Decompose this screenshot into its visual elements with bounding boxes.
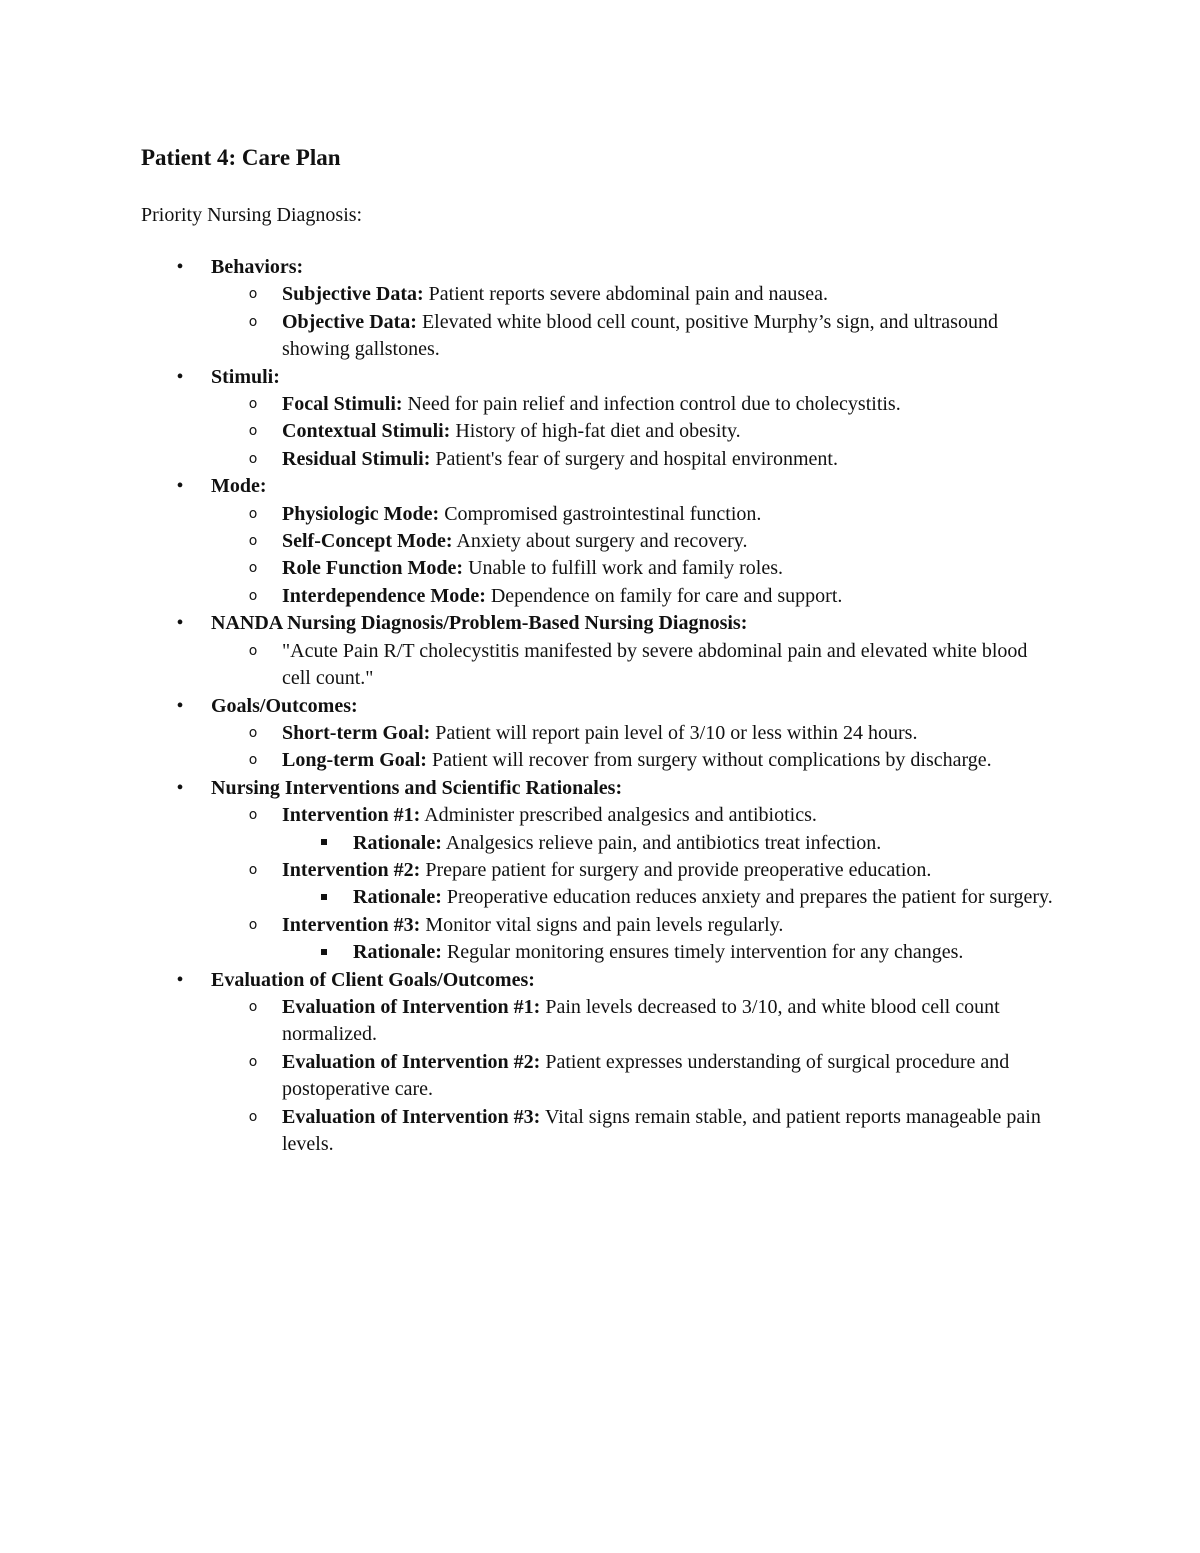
list-item-stimuli — [141, 364, 1061, 474]
item-text: Analgesics relieve pain, and antibiotics treat infection. — [441, 831, 882, 854]
item-heading: Behaviors: — [211, 256, 304, 278]
circle-bullet-icon: o — [248, 396, 258, 413]
square-bullet-icon — [318, 830, 330, 857]
item-label: Rationale: — [353, 941, 442, 964]
circle-bullet-icon: o — [248, 533, 258, 550]
item-label: Evaluation of Intervention #1: — [282, 995, 541, 1018]
item-label: Contextual Stimuli: — [282, 420, 451, 443]
item-label: Intervention #2: — [282, 858, 421, 881]
list-item-goals — [141, 693, 1061, 775]
sublist — [248, 994, 1061, 1158]
circle-bullet-icon: o — [248, 560, 258, 577]
circle-bullet-icon: o — [248, 752, 258, 769]
item-heading: Mode: — [211, 475, 267, 498]
item-text: Dependence on family for care and support. — [485, 584, 843, 607]
list-item-residual-stimuli — [211, 446, 1061, 473]
list-item-nanda-statement — [211, 638, 1061, 693]
item-text: History of high-fat diet and obesity. — [450, 420, 741, 443]
item-label: Long-term Goal: — [282, 749, 427, 772]
item-text: Prepare patient for surgery and provide preoperative education. — [420, 858, 932, 881]
item-heading: Goals/Outcomes: — [211, 694, 358, 717]
item-label: Physiologic Mode: — [282, 502, 440, 525]
sublist — [248, 281, 1061, 363]
bullet-icon: • — [176, 365, 184, 388]
item-heading: Stimuli: — [211, 365, 280, 388]
item-text: Regular monitoring ensures timely intervention for any changes. — [441, 941, 964, 964]
list-item-self-concept-mode — [211, 528, 1061, 555]
item-text: Patient will recover from surgery without complications by discharge. — [426, 749, 992, 772]
item-heading: NANDA Nursing Diagnosis/Problem-Based Nursing Diagnosis: — [211, 612, 748, 635]
circle-bullet-icon: o — [248, 587, 258, 604]
item-label: Intervention #1: — [282, 804, 421, 827]
item-text: Pain levels decreased to 3/10, and white blood cell count normalized. — [282, 995, 1000, 1046]
item-text: Patient will report pain level of 3/10 or less within 24 hours. — [430, 721, 918, 744]
item-text: Anxiety about surgery and recovery. — [452, 530, 748, 553]
item-label: Evaluation of Intervention #3: — [282, 1105, 541, 1128]
item-text: Patient expresses understanding of surgical procedure and postoperative care. — [282, 1050, 1010, 1101]
circle-bullet-icon: o — [248, 998, 258, 1015]
item-label: Interdependence Mode: — [282, 584, 486, 607]
list-item-intervention-2 — [211, 857, 1061, 912]
item-label: Intervention #3: — [282, 913, 421, 936]
sublist — [353, 884, 1061, 911]
item-label: Rationale: — [353, 831, 442, 854]
bullet-icon: • — [176, 612, 184, 635]
item-text: Monitor vital signs and pain levels regularly. — [420, 913, 784, 936]
item-label: Role Function Mode: — [282, 557, 464, 580]
sublist — [248, 391, 1061, 473]
list-item-interventions — [141, 775, 1061, 967]
list-item-long-term-goal — [211, 747, 1061, 774]
square-bullet-icon — [318, 939, 330, 966]
list-item-mode — [141, 473, 1061, 610]
list-item-behaviors — [141, 254, 1061, 364]
care-plan-list — [141, 254, 1061, 1158]
item-text: Patient's fear of surgery and hospital environment. — [430, 447, 838, 470]
item-heading: Nursing Interventions and Scientific Rationales: — [211, 776, 623, 799]
list-item-rationale-2 — [282, 884, 1061, 911]
list-item-interdependence-mode — [211, 583, 1061, 610]
circle-bullet-icon: o — [248, 313, 258, 330]
item-text: Administer prescribed analgesics and antibiotics. — [420, 804, 817, 827]
page-title: Patient 4: Care Plan — [141, 145, 341, 170]
list-item-evaluation-2 — [211, 1049, 1061, 1104]
item-label: Short-term Goal: — [282, 721, 431, 744]
circle-bullet-icon: o — [248, 505, 258, 522]
item-text: Elevated white blood cell count, positive Murphy’s sign, and ultrasound showing gallstones. — [282, 310, 998, 361]
section-heading-priority-diagnosis: Priority Nursing Diagnosis: — [141, 204, 363, 226]
item-label: Evaluation of Intervention #2: — [282, 1050, 541, 1073]
list-item-evaluation-3 — [211, 1104, 1061, 1159]
circle-bullet-icon: o — [248, 724, 258, 741]
item-label: Objective Data: — [282, 310, 417, 333]
bullet-icon: • — [176, 694, 184, 717]
item-text: Need for pain relief and infection control due to cholecystitis. — [402, 393, 901, 416]
item-label: Self-Concept Mode: — [282, 530, 453, 553]
list-item-focal-stimuli — [211, 391, 1061, 418]
list-item-role-function-mode — [211, 555, 1061, 582]
list-item-short-term-goal — [211, 720, 1061, 747]
circle-bullet-icon: o — [248, 642, 258, 659]
circle-bullet-icon: o — [248, 286, 258, 303]
list-item-subjective-data — [211, 281, 1061, 308]
bullet-icon: • — [176, 776, 184, 799]
item-text: "Acute Pain R/T cholecystitis manifested by severe abdominal pain and elevated white blood cell count." — [282, 639, 1028, 690]
sublist — [248, 638, 1061, 693]
list-item-intervention-3 — [211, 912, 1061, 967]
sublist — [248, 501, 1061, 611]
list-item-contextual-stimuli — [211, 418, 1061, 445]
circle-bullet-icon: o — [248, 861, 258, 878]
item-label: Subjective Data: — [282, 283, 424, 306]
bullet-icon: • — [176, 968, 184, 991]
list-item-rationale-3 — [282, 939, 1061, 966]
list-item-evaluation-1 — [211, 994, 1061, 1049]
circle-bullet-icon: o — [248, 450, 258, 467]
item-text: Unable to fulfill work and family roles. — [463, 557, 784, 580]
circle-bullet-icon: o — [248, 1053, 258, 1070]
item-heading: Evaluation of Client Goals/Outcomes: — [211, 968, 535, 991]
list-item-evaluation — [141, 967, 1061, 1159]
item-text: Vital signs remain stable, and patient reports manageable pain levels. — [282, 1105, 1041, 1155]
circle-bullet-icon: o — [248, 916, 258, 933]
item-label: Residual Stimuli: — [282, 447, 431, 470]
bullet-icon: • — [176, 475, 184, 498]
list-item-objective-data — [211, 309, 1061, 364]
item-label: Focal Stimuli: — [282, 393, 403, 416]
list-item-rationale-1 — [282, 830, 1061, 857]
circle-bullet-icon: o — [248, 1108, 258, 1125]
item-text: Patient reports severe abdominal pain and nausea. — [423, 283, 828, 306]
sublist — [353, 939, 1061, 966]
item-text: Preoperative education reduces anxiety and prepares the patient for surgery. — [441, 886, 1053, 909]
list-item-intervention-1 — [211, 802, 1061, 857]
circle-bullet-icon: o — [248, 807, 258, 824]
item-text: Compromised gastrointestinal function. — [439, 502, 762, 525]
square-bullet-icon — [318, 884, 330, 911]
list-item-physiologic-mode — [211, 501, 1061, 528]
bullet-icon: • — [176, 256, 184, 278]
sublist — [353, 830, 1061, 857]
circle-bullet-icon: o — [248, 423, 258, 440]
sublist — [248, 720, 1061, 775]
sublist — [248, 802, 1061, 966]
list-item-nanda-diagnosis — [141, 610, 1061, 692]
item-label: Rationale: — [353, 886, 442, 909]
